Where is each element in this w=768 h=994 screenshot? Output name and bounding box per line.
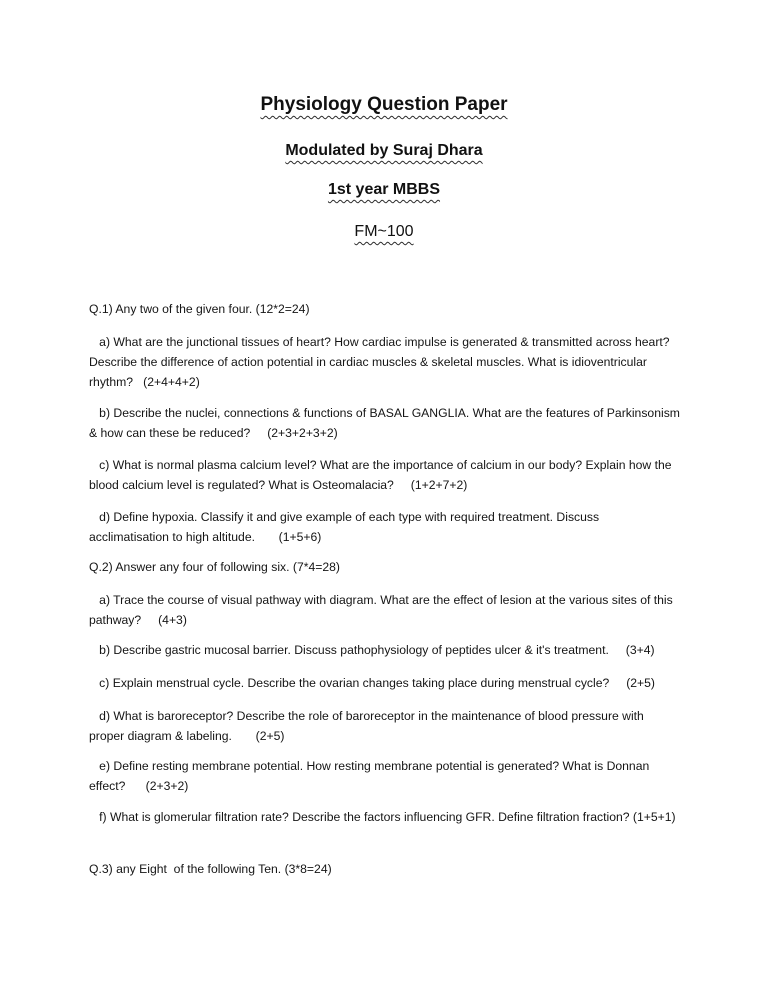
q2-part-b: b) Describe gastric mucosal barrier. Discuss pathophysiology of peptides ulcer & it's treatment. (3+4) <box>89 643 655 657</box>
q2-part-f: f) What is glomerular filtration rate? Describe the factors influencing GFR. Define filtration fraction? (1+5+1) <box>89 810 676 824</box>
q1-part-d: d) Define hypoxia. Classify it and give example of each type with required treatment. Discuss acclimatisation to high altitude. (1+5+6) <box>89 510 603 544</box>
q1-part-c: c) What is normal plasma calcium level? What are the importance of calcium in our body? Explain how the blood calcium level is regulated? What is Osteomalacia? (1+2+7+2) <box>89 458 675 492</box>
q1-part-b: b) Describe the nuclei, connections & functions of BASAL GANGLIA. What are the features of Parkinsonism & how can these be reduced? (2+3+2+3+2) <box>89 406 684 440</box>
full-marks: FM~100 <box>354 223 414 240</box>
author-line: Modulated by Suraj Dhara <box>285 142 483 159</box>
q2-heading: Q.2) Answer any four of following six. (7*4=28) <box>89 560 340 574</box>
q2-part-e: e) Define resting membrane potential. How resting membrane potential is generated? What is Donnan effect? (2+3+2) <box>89 759 653 793</box>
q1-heading: Q.1) Any two of the given four. (12*2=24) <box>89 302 310 316</box>
year-row <box>0 181 768 199</box>
title-row <box>0 94 768 116</box>
year-line: 1st year MBBS <box>327 181 441 198</box>
q2-part-a: a) Trace the course of visual pathway with diagram. What are the effect of lesion at the various sites of this pathway? (4+3) <box>89 593 677 627</box>
full-marks-row <box>0 223 768 241</box>
author-row <box>0 142 768 160</box>
q3-heading: Q.3) any Eight of the following Ten. (3*8=24) <box>89 862 332 876</box>
paper-title: Physiology Question Paper <box>260 94 508 115</box>
q1-part-a: a) What are the junctional tissues of heart? How cardiac impulse is generated & transmitted across heart? Describe the difference of action potential in cardiac muscles & skeletal muscles. What is idioventricular rhythm? (2+4+4+2) <box>89 335 673 389</box>
q2-part-c: c) Explain menstrual cycle. Describe the ovarian changes taking place during menstrual cycle? (2+5) <box>89 676 655 690</box>
q2-part-d: d) What is baroreceptor? Describe the role of baroreceptor in the maintenance of blood pressure with proper diagram & labeling. (2+5) <box>89 709 648 743</box>
